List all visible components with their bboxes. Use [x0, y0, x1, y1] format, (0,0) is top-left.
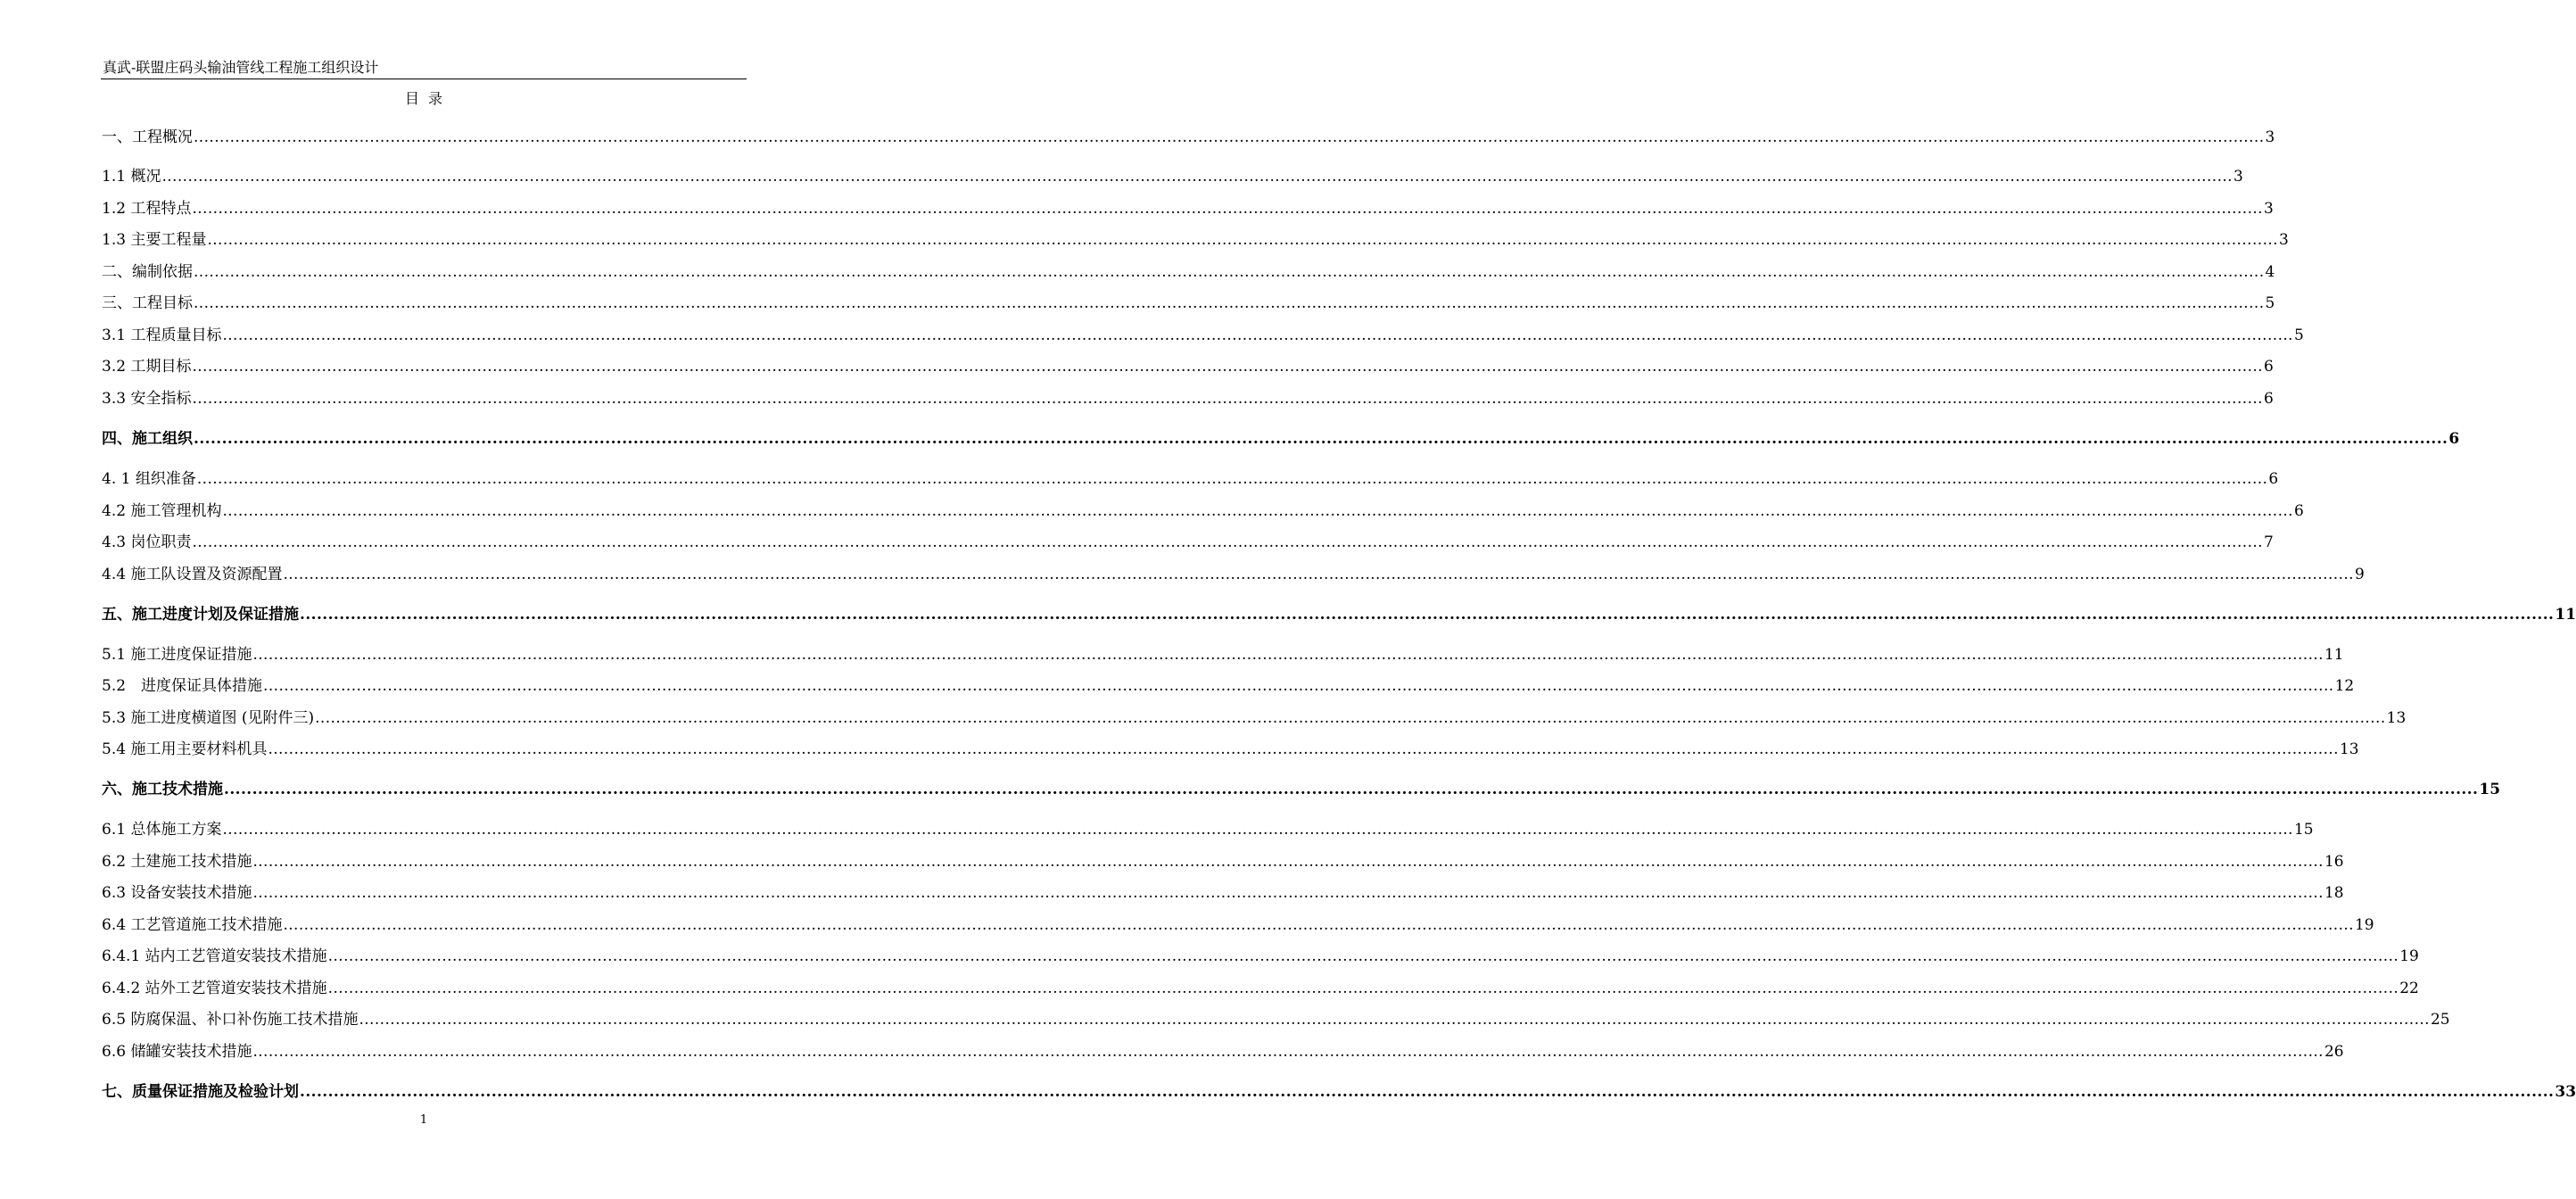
toc-entry[interactable]: [102, 915, 2374, 935]
toc-dot-leader: ................................................................................................................................................................................................................................................................................................................................................................................................................: [327, 947, 2399, 965]
toc-entry-label: 1.3 主要工程量: [102, 231, 207, 249]
toc-entry-label: 3.3 安全指标: [102, 390, 192, 408]
toc-entry[interactable]: [102, 1010, 2450, 1029]
toc-dot-leader: ................................................................................................................................................................................................................................................................................................................................................................................................................: [196, 470, 2268, 488]
toc-entry-page: 12: [2334, 677, 2355, 695]
toc-dot-leader: ................................................................................................................................................................................................................................................................................................................................................................................................................: [252, 853, 2324, 871]
toc-entry[interactable]: [102, 708, 2407, 728]
toc-entry-page: 13: [2339, 740, 2359, 758]
toc-entry-label: 5.4 施工用主要材料机具: [102, 740, 268, 758]
toc-dot-leader: ................................................................................................................................................................................................................................................................................................................................................................................................................: [263, 677, 2334, 695]
toc-dot-leader: ................................................................................................................................................................................................................................................................................................................................................................................................................: [283, 566, 2354, 583]
toc-entry[interactable]: [102, 357, 2274, 376]
toc-entry[interactable]: [102, 128, 2275, 147]
toc-entry-page: 5: [2293, 327, 2304, 344]
toc-entry-page: 25: [2430, 1011, 2450, 1029]
toc-entry-page: 9: [2354, 566, 2365, 583]
toc-entry-label: 5.3 施工进度横道图 (见附件三): [102, 709, 315, 727]
toc-entry[interactable]: [102, 883, 2344, 903]
toc-entry-page: 6: [2293, 502, 2304, 520]
toc-entry[interactable]: [102, 740, 2359, 759]
toc-entry-page: 6: [2263, 358, 2274, 376]
toc-entry-label: 七、质量保证措施及检验计划: [102, 1083, 299, 1101]
toc-entry-label: 六、施工技术措施: [102, 781, 223, 798]
toc-entry[interactable]: [102, 199, 2274, 219]
toc-entry[interactable]: [102, 820, 2314, 839]
toc-entry[interactable]: [102, 533, 2274, 552]
toc-dot-leader: ................................................................................................................................................................................................................................................................................................................................................................................................................: [194, 430, 2448, 448]
document-title: 真武-联盟庄码头输油管线工程施工组织设计: [103, 59, 379, 76]
toc-entry-page: 19: [2399, 947, 2419, 965]
toc-entry-page: 11: [2555, 606, 2576, 624]
toc-entry[interactable]: [102, 780, 2501, 799]
toc-entry-label: 6.1 总体施工方案: [102, 821, 222, 839]
toc-entry-page: 5: [2265, 294, 2275, 312]
toc-entry-label: 6.2 土建施工技术措施: [102, 853, 252, 871]
toc-dot-leader: ................................................................................................................................................................................................................................................................................................................................................................................................................: [161, 168, 2233, 186]
toc-dot-leader: ................................................................................................................................................................................................................................................................................................................................................................................................................: [315, 709, 2386, 727]
toc-entry-page: 15: [2293, 821, 2314, 839]
toc-dot-leader: ................................................................................................................................................................................................................................................................................................................................................................................................................: [359, 1011, 2430, 1029]
toc-entry[interactable]: [102, 262, 2275, 282]
toc-entry[interactable]: [102, 979, 2419, 998]
toc-entry[interactable]: [102, 469, 2279, 489]
toc-dot-leader: ................................................................................................................................................................................................................................................................................................................................................................................................................: [194, 128, 2265, 146]
toc-entry-page: 3: [2263, 200, 2274, 218]
toc-entry[interactable]: [102, 1082, 2576, 1102]
toc-dot-leader: ................................................................................................................................................................................................................................................................................................................................................................................................................: [207, 231, 2278, 249]
toc-dot-leader: ................................................................................................................................................................................................................................................................................................................................................................................................................: [268, 740, 2339, 758]
toc-entry-page: 3: [2233, 168, 2243, 186]
toc-entry-page: 3: [2278, 231, 2289, 249]
toc-dot-leader: ................................................................................................................................................................................................................................................................................................................................................................................................................: [283, 916, 2354, 934]
toc-entry[interactable]: [102, 230, 2289, 250]
page-number: 1: [419, 1113, 428, 1127]
toc-dot-leader: ................................................................................................................................................................................................................................................................................................................................................................................................................: [192, 358, 2263, 376]
toc-dot-leader: ................................................................................................................................................................................................................................................................................................................................................................................................................: [252, 1043, 2324, 1061]
toc-entry-label: 6.4 工艺管道施工技术措施: [102, 916, 283, 934]
toc-entry[interactable]: [102, 294, 2275, 313]
toc-entry[interactable]: [102, 605, 2576, 624]
toc-dot-leader: ................................................................................................................................................................................................................................................................................................................................................................................................................: [192, 200, 2263, 218]
toc-dot-leader: ................................................................................................................................................................................................................................................................................................................................................................................................................: [327, 980, 2399, 997]
toc-entry-label: 4. 1 组织准备: [102, 470, 196, 488]
toc-entry[interactable]: [102, 947, 2419, 966]
toc-entry-label: 6.3 设备安装技术措施: [102, 884, 252, 902]
toc-entry-page: 19: [2354, 916, 2374, 934]
toc-entry[interactable]: [102, 852, 2344, 872]
toc-entry-label: 5.2 进度保证具体措施: [102, 677, 263, 695]
toc-entry-page: 15: [2479, 781, 2501, 798]
toc-entry-page: 16: [2324, 853, 2344, 871]
toc-entry-page: 11: [2324, 646, 2344, 664]
toc-entry[interactable]: [102, 429, 2460, 449]
toc-heading: 目录: [404, 90, 451, 107]
toc-dot-leader: ................................................................................................................................................................................................................................................................................................................................................................................................................: [222, 821, 2293, 839]
toc-entry-page: 18: [2324, 884, 2344, 902]
toc-dot-leader: ................................................................................................................................................................................................................................................................................................................................................................................................................: [224, 781, 2479, 798]
toc-entry-page: 6: [2263, 390, 2274, 408]
toc-entry-label: 1.1 概况: [102, 168, 161, 186]
toc-entry-label: 6.6 储罐安装技术措施: [102, 1043, 252, 1061]
toc-entry-label: 5.1 施工进度保证措施: [102, 646, 252, 664]
toc-entry-page: 4: [2265, 263, 2275, 281]
toc-dot-leader: ................................................................................................................................................................................................................................................................................................................................................................................................................: [300, 606, 2555, 624]
toc-entry-page: 26: [2324, 1043, 2344, 1061]
toc-entry-label: 4.4 施工队设置及资源配置: [102, 566, 283, 583]
toc-entry[interactable]: [102, 645, 2344, 665]
toc-entry[interactable]: [102, 167, 2243, 186]
toc-entry-page: 33: [2555, 1083, 2576, 1101]
toc-dot-leader: ................................................................................................................................................................................................................................................................................................................................................................................................................: [192, 533, 2263, 551]
toc-dot-leader: ................................................................................................................................................................................................................................................................................................................................................................................................................: [194, 263, 2265, 281]
toc-entry[interactable]: [102, 501, 2304, 521]
toc-entry-label: 1.2 工程特点: [102, 200, 192, 218]
toc-entry[interactable]: [102, 565, 2365, 584]
toc-entry-label: 6.4.1 站内工艺管道安装技术措施: [102, 947, 327, 965]
toc-entry-label: 三、工程目标: [102, 294, 193, 312]
toc-entry[interactable]: [102, 676, 2355, 696]
toc-entry[interactable]: [102, 326, 2304, 345]
toc-entry-label: 四、施工组织: [102, 430, 193, 448]
toc-dot-leader: ................................................................................................................................................................................................................................................................................................................................................................................................................: [222, 327, 2293, 344]
toc-entry-label: 一、工程概况: [102, 128, 193, 146]
toc-entry-label: 4.3 岗位职责: [102, 533, 192, 551]
toc-entry-page: 6: [2268, 470, 2279, 488]
toc-dot-leader: ................................................................................................................................................................................................................................................................................................................................................................................................................: [300, 1083, 2555, 1101]
toc-entry-label: 4.2 施工管理机构: [102, 502, 222, 520]
toc-dot-leader: ................................................................................................................................................................................................................................................................................................................................................................................................................: [222, 502, 2293, 520]
toc-entry-page: 7: [2263, 533, 2274, 551]
toc-entry-label: 6.4.2 站外工艺管道安装技术措施: [102, 980, 327, 997]
toc-dot-leader: ................................................................................................................................................................................................................................................................................................................................................................................................................: [194, 294, 2265, 312]
toc-entry-page: 22: [2399, 980, 2419, 997]
toc-entry[interactable]: [102, 1042, 2344, 1062]
toc-entry-label: 五、施工进度计划及保证措施: [102, 606, 299, 624]
toc-entry-label: 二、编制依据: [102, 263, 193, 281]
toc-entry-label: 3.1 工程质量目标: [102, 327, 222, 344]
toc-entry-page: 13: [2386, 709, 2407, 727]
toc-entry-label: 6.5 防腐保温、补口补伤施工技术措施: [102, 1011, 359, 1029]
toc-entry-page: 6: [2448, 430, 2460, 448]
toc-entry[interactable]: [102, 389, 2274, 409]
toc-dot-leader: ................................................................................................................................................................................................................................................................................................................................................................................................................: [252, 884, 2324, 902]
toc-dot-leader: ................................................................................................................................................................................................................................................................................................................................................................................................................: [192, 390, 2263, 408]
toc-entry-label: 3.2 工期目标: [102, 358, 192, 376]
toc-entry-page: 3: [2265, 128, 2275, 146]
toc-dot-leader: ................................................................................................................................................................................................................................................................................................................................................................................................................: [252, 646, 2324, 664]
